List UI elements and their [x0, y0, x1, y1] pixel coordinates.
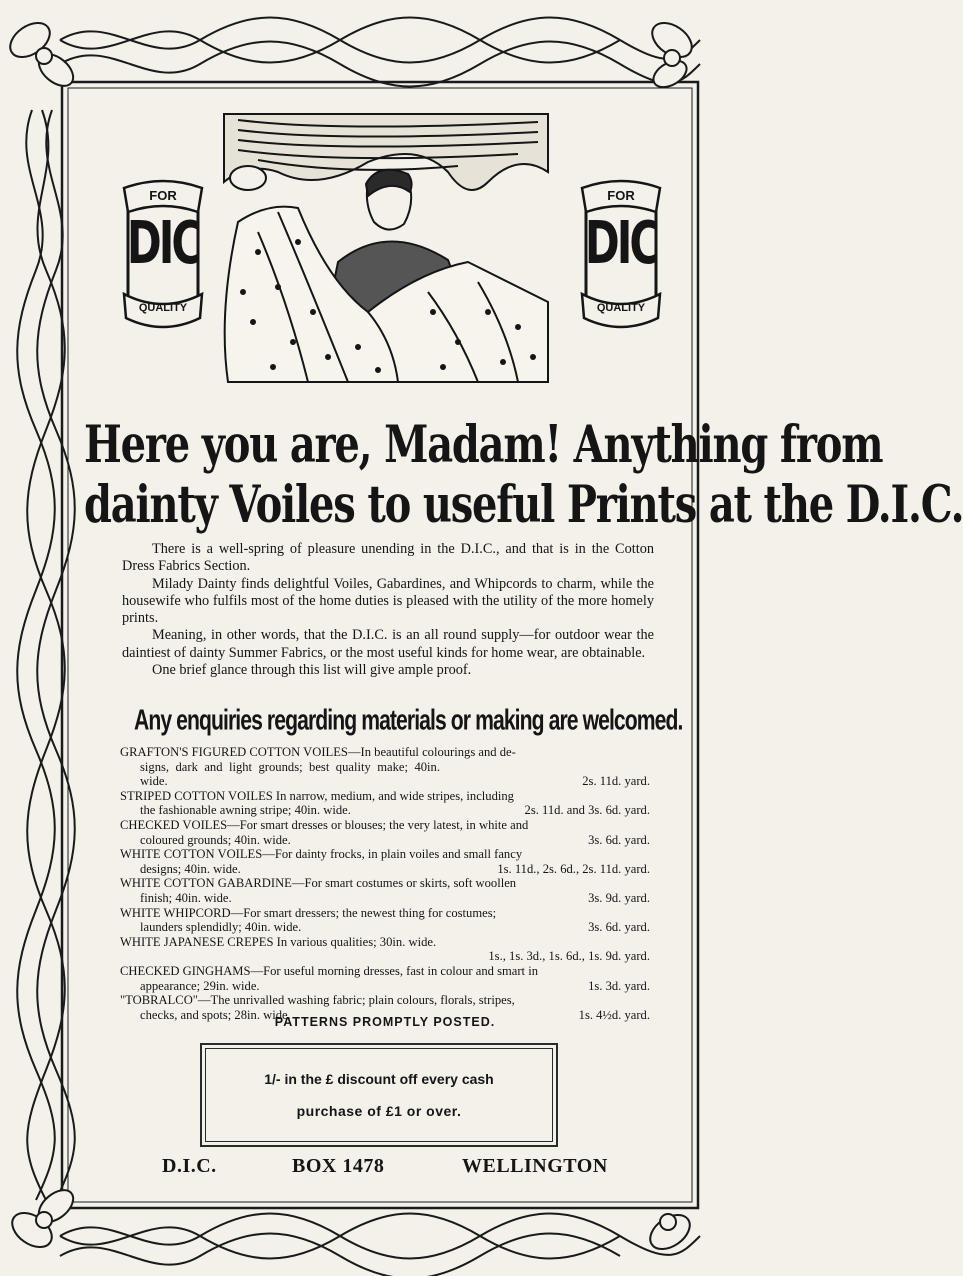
- dic-quality-badge-right: [578, 178, 664, 330]
- intro-paragraph: One brief glance through this list will give ample proof.: [152, 662, 472, 679]
- item-title: WHITE COTTON GABARDINE—For smart costumes or skirts, soft woollen: [120, 876, 517, 891]
- headline-line-2: dainty Voiles to useful Prints at the D.I.C.: [84, 474, 963, 536]
- item-detail: signs, dark and light grounds; best quality make; 40in. wide.: [140, 759, 440, 789]
- item-price: 2s. 11d. yard.: [582, 774, 650, 789]
- headline-line-1: Here you are, Madam! Anything from: [84, 414, 883, 476]
- item-title: STRIPED COTTON VOILES In narrow, medium, and wide stripes, including: [120, 788, 514, 803]
- item-title: GRAFTON'S FIGURED COTTON VOILES—In beautiful colourings and de-: [120, 745, 516, 759]
- intro-paragraph: There is a well-spring of pleasure unending in the D.I.C., and that is in the Cotton Dress Fabrics Section.: [122, 541, 654, 575]
- price-list-item: [120, 745, 650, 789]
- price-list-item: [120, 935, 650, 964]
- price-list-item: [120, 789, 650, 818]
- intro-copy: [122, 541, 654, 679]
- patterns-note: PATTERNS PROMPTLY POSTED.: [274, 1015, 496, 1029]
- item-detail: finish; 40in. wide.: [140, 890, 232, 905]
- badge-dic-letters: DIC: [126, 208, 200, 277]
- discount-box: [200, 1043, 558, 1147]
- price-list-item: [120, 847, 650, 876]
- badge-for-text: FOR: [149, 188, 177, 203]
- intro-paragraph: Milady Dainty finds delightful Voiles, Gabardines, and Whipcords to charm, while the housewife who fulfils most of the home duties is pleased with the utility of the more homely prints.: [122, 575, 654, 627]
- badge-dic-letters: DIC: [584, 208, 658, 277]
- item-title: WHITE WHIPCORD—For smart dressers; the newest thing for costumes;: [120, 905, 497, 920]
- footer-company-name: D.I.C.: [162, 1155, 217, 1177]
- item-detail: designs; 40in. wide.: [140, 861, 241, 876]
- fabric-price-list: [120, 745, 650, 1022]
- item-title: WHITE COTTON VOILES—For dainty frocks, in plain voiles and small fancy: [120, 847, 523, 862]
- item-detail: launders splendidly; 40in. wide.: [140, 920, 302, 935]
- item-price: 2s. 11d. and 3s. 6d. yard.: [524, 803, 650, 818]
- item-price: 3s. 9d. yard.: [588, 890, 650, 905]
- item-title: WHITE JAPANESE CREPES In various qualities; 30in. wide.: [120, 934, 437, 949]
- item-title: "TOBRALCO"—The unrivalled washing fabric; plain colours, florals, stripes,: [120, 993, 515, 1008]
- item-detail: appearance; 29in. wide.: [140, 978, 260, 993]
- enquiries-subheading: Any enquiries regarding materials or making are welcomed.: [134, 703, 683, 736]
- footer-box-number: BOX 1478: [292, 1155, 385, 1177]
- woman-with-fabric-illustration: [218, 112, 554, 388]
- badge-for-text: FOR: [607, 188, 635, 203]
- item-price: 1s. 3d. yard.: [588, 978, 650, 993]
- item-title: CHECKED VOILES—For smart dresses or blouses; the very latest, in white and: [120, 817, 529, 832]
- intro-paragraph: Meaning, in other words, that the D.I.C. is an all round supply—for outdoor wear the daintiest of dainty Summer Fabrics, or the most useful kinds for home wear, are obtainable.: [122, 627, 654, 661]
- discount-line-2: purchase of £1 or over.: [296, 1103, 462, 1119]
- item-price: 1s., 1s. 3d., 1s. 6d., 1s. 9d. yard.: [488, 949, 650, 964]
- price-list-item: [120, 964, 650, 993]
- item-price: 1s. 11d., 2s. 6d., 2s. 11d. yard.: [497, 861, 650, 876]
- item-detail: coloured grounds; 40in. wide.: [140, 832, 291, 847]
- badge-quality-text: QUALITY: [138, 302, 188, 314]
- footer-city: WELLINGTON: [462, 1155, 608, 1177]
- price-list-item: [120, 906, 650, 935]
- item-price: 3s. 6d. yard.: [588, 832, 650, 847]
- price-list-item: [120, 876, 650, 905]
- dic-quality-badge-left: [120, 178, 206, 330]
- item-title: CHECKED GINGHAMS—For useful morning dresses, fast in colour and smart in: [120, 963, 538, 978]
- price-list-item: [120, 818, 650, 847]
- item-detail: checks, and spots; 28in. wide.: [140, 1007, 291, 1022]
- discount-line-1: 1/- in the £ discount off every cash: [264, 1071, 494, 1087]
- item-detail: the fashionable awning stripe; 40in. wide.: [140, 803, 351, 818]
- badge-quality-text: QUALITY: [596, 302, 646, 314]
- item-price: 1s. 4½d. yard.: [578, 1007, 650, 1022]
- item-price: 3s. 6d. yard.: [588, 920, 650, 935]
